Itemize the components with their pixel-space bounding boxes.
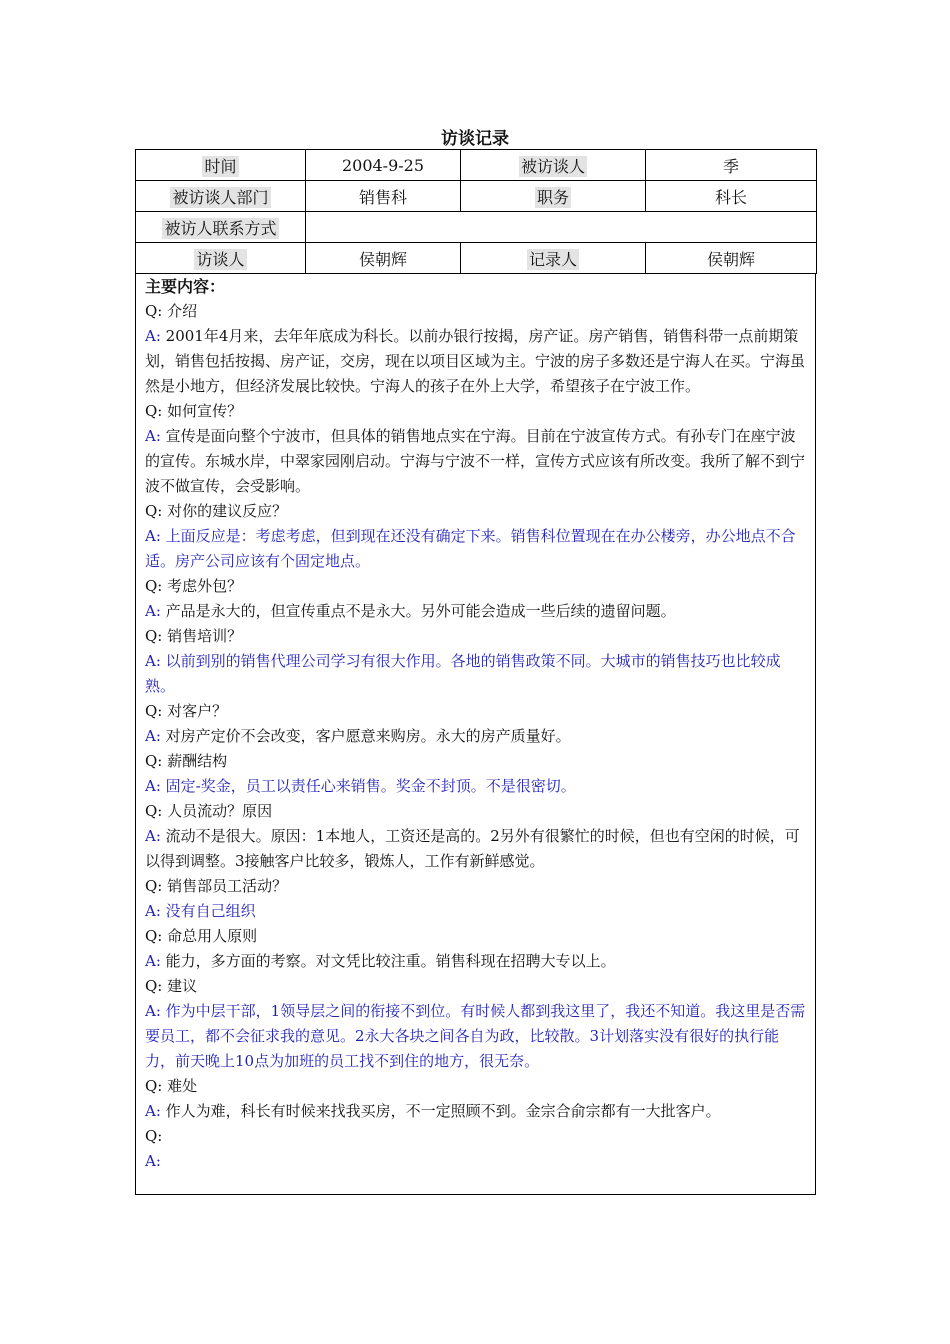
question: Q: 销售部员工活动？ [145,877,288,895]
answer-text: 没有自己组织 [165,902,256,920]
answer [145,824,807,874]
recorder-label: 记录人 [528,249,577,269]
answer [145,899,807,924]
contact-label-cell [136,212,306,243]
question: Q: 难处 [145,1077,198,1095]
table-row [136,150,817,181]
interviewer-label-cell [136,243,306,274]
answer-text: 作人为难，科长有时候来找我买房，不一定照顾不到。金宗合俞宗都有一大批客户。 [165,1102,721,1120]
answer [145,524,807,574]
answer [145,999,807,1074]
answer [145,599,807,624]
table-row [136,212,817,243]
table-row [136,243,817,274]
recorder-value: 侯朝辉 [646,243,817,274]
answer [145,1149,807,1174]
info-table [135,149,817,274]
answer-prefix: A: [145,1102,166,1120]
time-label: 时间 [204,156,237,176]
question: Q: 对客户？ [145,702,228,720]
answer-text: 作为中层干部，1领导层之间的衔接不到位。有时候人都到我这里了，我还不知道。我这里是否需要员工，都不会征求我的意见。2永大各块之间各自为政，比较散。3计划落实没有很好的执行能力，前天晚上10点为加班的员工找不到住的地方，很无奈。 [145,1002,806,1070]
answer-text: 对房产定价不会改变，客户愿意来购房。永大的房产质量好。 [165,727,571,745]
answer [145,324,807,399]
dept-value: 销售科 [306,181,461,212]
question: Q: 如何宣传？ [145,402,243,420]
answer [145,424,807,499]
answer-prefix: A: [145,902,166,920]
contact-label: 被访人联系方式 [164,218,277,238]
answer [145,649,807,699]
dept-label: 被访谈人部门 [172,187,269,207]
question: Q: 考虑外包？ [145,577,243,595]
position-label-cell [461,181,646,212]
dept-label-cell [136,181,306,212]
answer [145,949,807,974]
answer-prefix: A: [145,827,166,845]
answer-text: 固定-奖金，员工以责任心来销售。奖金不封顶。不是很密切。 [165,777,576,795]
answer-prefix: A: [145,427,166,445]
main-content [135,273,816,1195]
interviewee-label-cell [461,150,646,181]
section-title: 主要内容： [145,277,226,296]
qa-list [145,299,807,1174]
interviewee-label: 被访谈人 [520,156,585,176]
answer-prefix: A: [145,777,166,795]
interviewer-label: 访谈人 [196,249,245,269]
answer-prefix: A: [145,1002,166,1020]
answer-text: 宣传是面向整个宁波市，但具体的销售地点实在宁海。目前在宁波宣传方式。有孙专门在座宁波的宣传。东城水岸，中翠家园刚启动。宁海与宁波不一样，宣传方式应该有所改变。我所了解不到宁波不做宣传，会受影响。 [145,427,806,495]
contact-value [306,212,817,243]
question: Q: 介绍 [145,302,198,320]
answer [145,774,807,799]
position-value: 科长 [646,181,817,212]
answer-text: 能力，多方面的考察。对文凭比较注重。销售科现在招聘大专以上。 [165,952,616,970]
time-label-cell [136,150,306,181]
answer-prefix: A: [145,602,166,620]
position-label: 职务 [536,187,569,207]
answer-prefix: A: [145,527,166,545]
time-value: 2004-9-25 [306,150,461,181]
question: Q: 销售培训？ [145,627,243,645]
answer-text: 产品是永大的，但宣传重点不是永大。另外可能会造成一些后续的遗留问题。 [165,602,676,620]
question: Q: 建议 [145,977,198,995]
interviewee-value: 季 [646,150,817,181]
page-title: 访谈记录 [441,129,509,149]
question: Q: 对你的建议反应？ [145,502,288,520]
answer-prefix: A: [145,1152,161,1170]
question: Q: 人员流动？原因 [145,802,273,820]
question: Q: [145,1127,163,1145]
answer-prefix: A: [145,952,166,970]
interviewer-value: 侯朝辉 [306,243,461,274]
answer-text: 以前到别的销售代理公司学习有很大作用。各地的销售政策不同。大城市的销售技巧也比较成熟。 [145,652,781,695]
answer-text: 2001年4月来，去年年底成为科长。以前办银行按揭，房产证。房产销售，销售科带一点前期策划，销售包括按揭、房产证，交房，现在以项目区域为主。宁波的房子多数还是宁海人在买。宁海虽然是小地方，但经济发展比较快。宁海人的孩子在外上大学，希望孩子在宁波工作。 [145,327,806,395]
answer-prefix: A: [145,727,166,745]
answer-text: 上面反应是：考虑考虑，但到现在还没有确定下来。销售科位置现在在办公楼旁，办公地点不合适。房产公司应该有个固定地点。 [145,527,796,570]
answer [145,1099,807,1124]
answer-text: 流动不是很大。原因：1本地人，工资还是高的。2另外有很繁忙的时候，但也有空闲的时候，可以得到调整。3接触客户比较多，锻炼人，工作有新鲜感觉。 [145,827,800,870]
question: Q: 薪酬结构 [145,752,228,770]
answer-prefix: A: [145,327,166,345]
answer-prefix: A: [145,652,166,670]
answer [145,724,807,749]
recorder-label-cell [461,243,646,274]
question: Q: 命总用人原则 [145,927,258,945]
table-row [136,181,817,212]
